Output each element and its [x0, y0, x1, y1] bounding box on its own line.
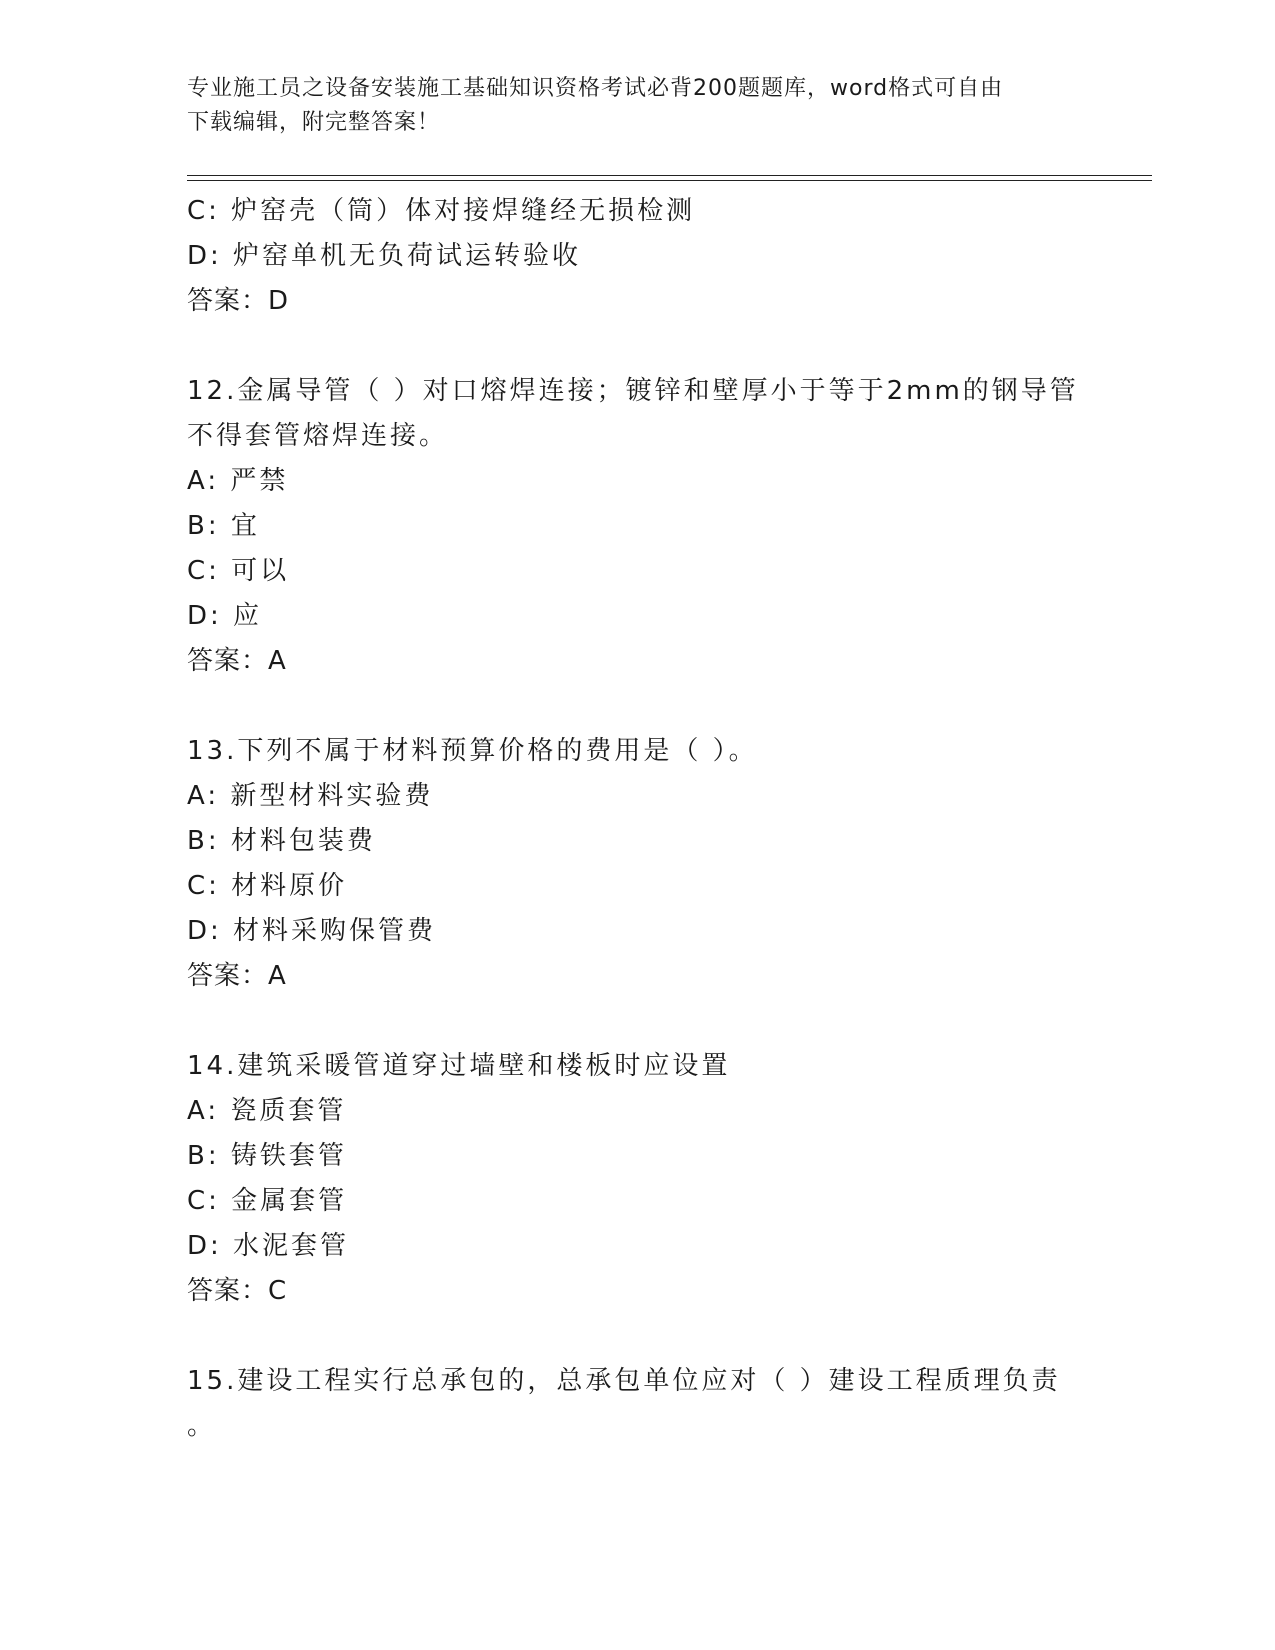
header-rule-top — [187, 175, 1152, 176]
question-line: 12.金属导管（ ）对口熔焊连接；镀锌和壁厚小于等于2mm的钢导管 — [187, 376, 1079, 406]
question-line: 14.建筑采暖管道穿过墙壁和楼板时应设置 — [187, 1051, 731, 1081]
option-line: B: 铸铁套管 — [187, 1141, 347, 1171]
document-header — [187, 72, 1087, 140]
answer-line: 答案：A — [187, 961, 287, 991]
question-line: 。 — [187, 1411, 217, 1441]
option-line: C: 可以 — [187, 556, 290, 586]
answer-line: 答案：A — [187, 646, 287, 676]
option-line: C: 金属套管 — [187, 1186, 348, 1216]
option-line: A: 瓷质套管 — [187, 1096, 347, 1126]
option-line: D: 水泥套管 — [187, 1231, 350, 1261]
option-line: D: 应 — [187, 601, 263, 631]
header-rule-bottom — [187, 180, 1152, 181]
option-line: C: 炉窑壳（筒）体对接焊缝经无损检测 — [187, 196, 696, 226]
option-line: B: 宜 — [187, 511, 260, 541]
answer-line: 答案：D — [187, 286, 290, 316]
answer-line: 答案：C — [187, 1276, 288, 1306]
option-line: B: 材料包装费 — [187, 826, 376, 856]
option-line: D: 炉窑单机无负荷试运转验收 — [187, 241, 582, 271]
question-line: 13.下列不属于材料预算价格的费用是（ ）。 — [187, 736, 758, 766]
question-line: 15.建设工程实行总承包的，总承包单位应对（ ）建设工程质理负责 — [187, 1366, 1061, 1396]
option-line: C: 材料原价 — [187, 871, 348, 901]
option-line: A: 新型材料实验费 — [187, 781, 434, 811]
header-line-2: 下载编辑，附完整答案！ — [187, 110, 441, 135]
header-line-1: 专业施工员之设备安装施工基础知识资格考试必背200题题库，word格式可自由 — [187, 76, 1004, 101]
option-line: D: 材料采购保管费 — [187, 916, 437, 946]
option-line: A: 严禁 — [187, 466, 289, 496]
question-line: 不得套管熔焊连接。 — [187, 421, 449, 451]
